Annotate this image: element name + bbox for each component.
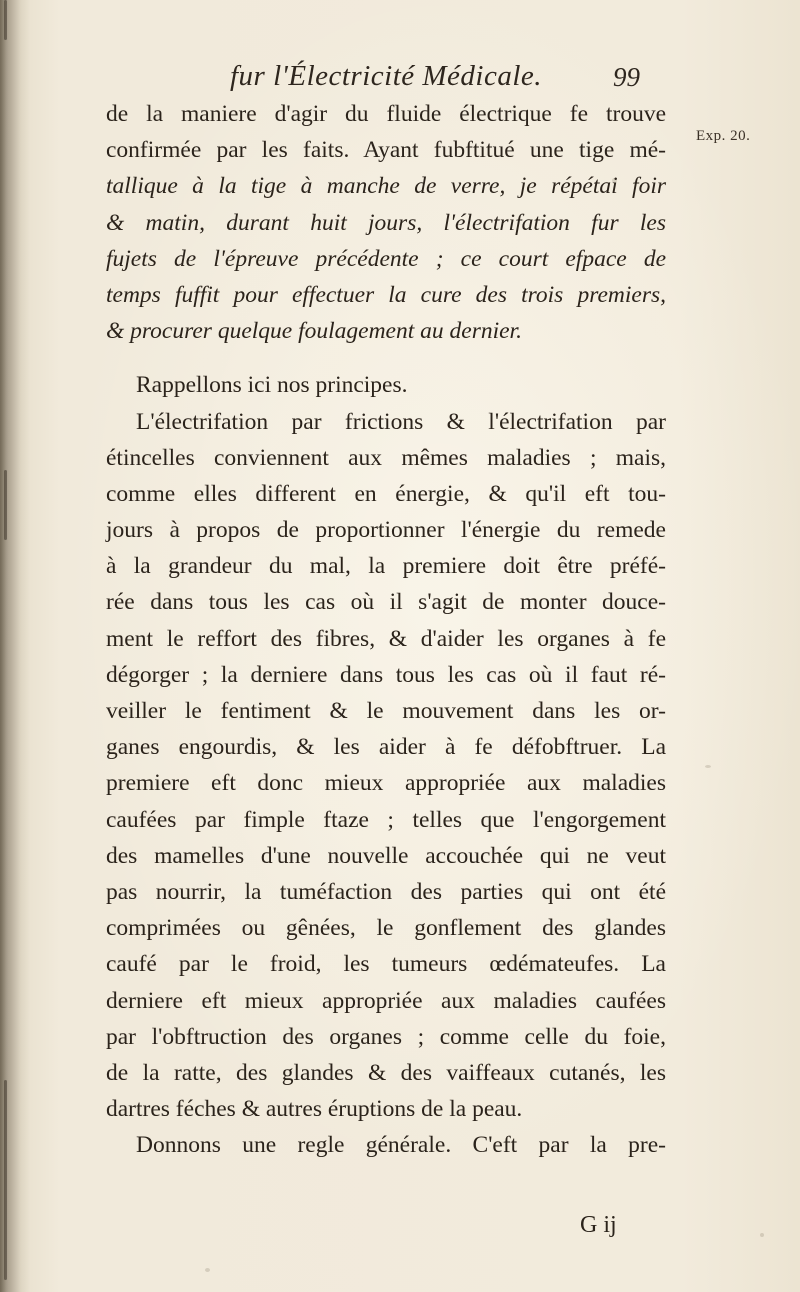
page-number: 99 — [613, 62, 640, 92]
page-edge-mark — [4, 0, 7, 40]
text-line: fujets de l'épreuve précédente ; ce court efpace de — [106, 245, 666, 272]
text-line: à la grandeur du mal, la premiere doit être préfé- — [106, 553, 666, 580]
paper-speck — [705, 765, 711, 768]
page-edge-mark — [4, 470, 7, 540]
text-line: ganes engourdis, & les aider à fe défobftruer. La — [106, 734, 666, 761]
text-line: temps fuffit pour effectuer la cure des trois premiers, — [106, 281, 666, 308]
text-line: comprimées ou gênées, le gonflement des glandes — [106, 915, 666, 942]
paper-speck — [205, 1268, 210, 1272]
running-head-title: fur l'Électricité Médicale. — [230, 60, 543, 92]
body-text — [106, 96, 666, 1163]
text-line: jours à propos de proportionner l'énergie du remede — [106, 517, 666, 544]
text-line: étincelles conviennent aux mêmes maladies ; mais, — [106, 444, 666, 471]
text-line: ment le reffort des fibres, & d'aider les organes à fe — [106, 625, 666, 652]
text-line: confirmée par les faits. Ayant fubftitué une tige mé- — [106, 137, 666, 164]
text-line: de la ratte, des glandes & des vaiffeaux cutanés, les — [106, 1059, 666, 1086]
text-line: & matin, durant huit jours, l'électrifation fur les — [106, 209, 666, 236]
text-line: Rappellons ici nos principes. — [136, 372, 408, 399]
text-line: de la maniere d'agir du fluide électrique fe trouve — [106, 101, 666, 127]
text-line: Donnons une regle générale. C'eft par la pre- — [136, 1132, 666, 1159]
text-line: par l'obftruction des organes ; comme celle du foie, — [106, 1023, 666, 1050]
page-edge-mark — [4, 1080, 7, 1280]
paragraph-gap — [106, 349, 666, 367]
running-head — [0, 52, 800, 92]
text-line: caufé par le froid, les tumeurs œdémateufes. La — [106, 951, 666, 978]
text-line: & procurer quelque foulagement au dernier. — [106, 318, 522, 345]
text-line: premiere eft donc mieux appropriée aux maladies — [106, 770, 666, 797]
text-line: rée dans tous les cas où il s'agit de monter douce- — [106, 589, 666, 616]
text-line: pas nourrir, la tuméfaction des parties qui ont été — [106, 878, 666, 905]
text-line: dégorger ; la derniere dans tous les cas où il faut ré- — [106, 661, 666, 688]
margin-note: Exp. 20. — [696, 128, 751, 144]
text-line: tallique à la tige à manche de verre, je répétai foir — [106, 173, 666, 200]
text-line: caufées par fimple ftaze ; telles que l'engorgement — [106, 806, 666, 833]
text-line: veiller le fentiment & le mouvement dans les or- — [106, 698, 666, 724]
text-line: comme elles different en énergie, & qu'il eft tou- — [106, 480, 666, 507]
text-line: derniere eft mieux appropriée aux maladies caufées — [106, 987, 666, 1014]
text-line: L'électrifation par frictions & l'électrifation par — [136, 408, 666, 435]
text-line: dartres féches & autres éruptions de la peau. — [106, 1096, 523, 1123]
text-line: des mamelles d'une nouvelle accouchée qui ne veut — [106, 842, 666, 869]
signature-text: G ij — [580, 1212, 617, 1238]
signature-mark — [0, 1212, 800, 1248]
